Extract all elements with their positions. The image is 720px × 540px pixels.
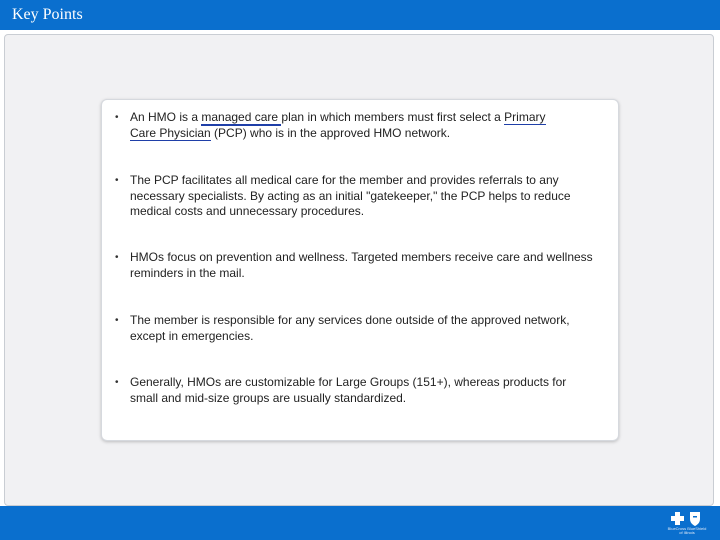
bullet-item-5 [115,375,593,406]
bullet-text: The member is responsible for any services done outside of the approved network, except in emergencies. [130,313,570,343]
bullet-item-2 [115,173,593,220]
bullet-item-1 [115,110,593,141]
bullet-item-3 [115,250,593,281]
cross-shield-icon [662,510,712,527]
bullet-dot: • [115,252,119,263]
bullet-dot: • [115,377,119,388]
title-bar [0,0,720,30]
key-points-card [101,99,619,441]
bullet-text: HMOs focus on prevention and wellness. Targeted members receive care and wellness reminders in the mail. [130,250,593,280]
primary-care-physician-link[interactable]: Primary [504,110,546,124]
bullet-item-4 [115,313,593,344]
page-title: Key Points [12,6,83,23]
bullet-dot: • [115,175,119,186]
logo-text: BlueCross BlueShield of Illinois [667,526,707,535]
bcbs-logo [662,510,712,538]
bullet-dot: • [115,315,119,326]
bullet-text: An HMO is a managed care plan in which members must first select a Primary Care Physician (PCP) who is in the approved HMO network. [130,110,546,140]
bullet-text: Generally, HMOs are customizable for Large Groups (151+), whereas products for small and mid-size groups are usually standardized. [130,375,567,405]
managed-care-link[interactable]: managed care [201,110,282,124]
bullet-dot: • [115,112,119,123]
bullet-text: The PCP facilitates all medical care for the member and provides referrals to any necessary specialists. By acting as an initial "gatekeeper," the PCP helps to reduce medical costs and unnecessary procedures. [130,173,571,218]
primary-care-physician-link-cont[interactable]: Care Physician [130,125,211,140]
footer-bar [0,506,720,540]
